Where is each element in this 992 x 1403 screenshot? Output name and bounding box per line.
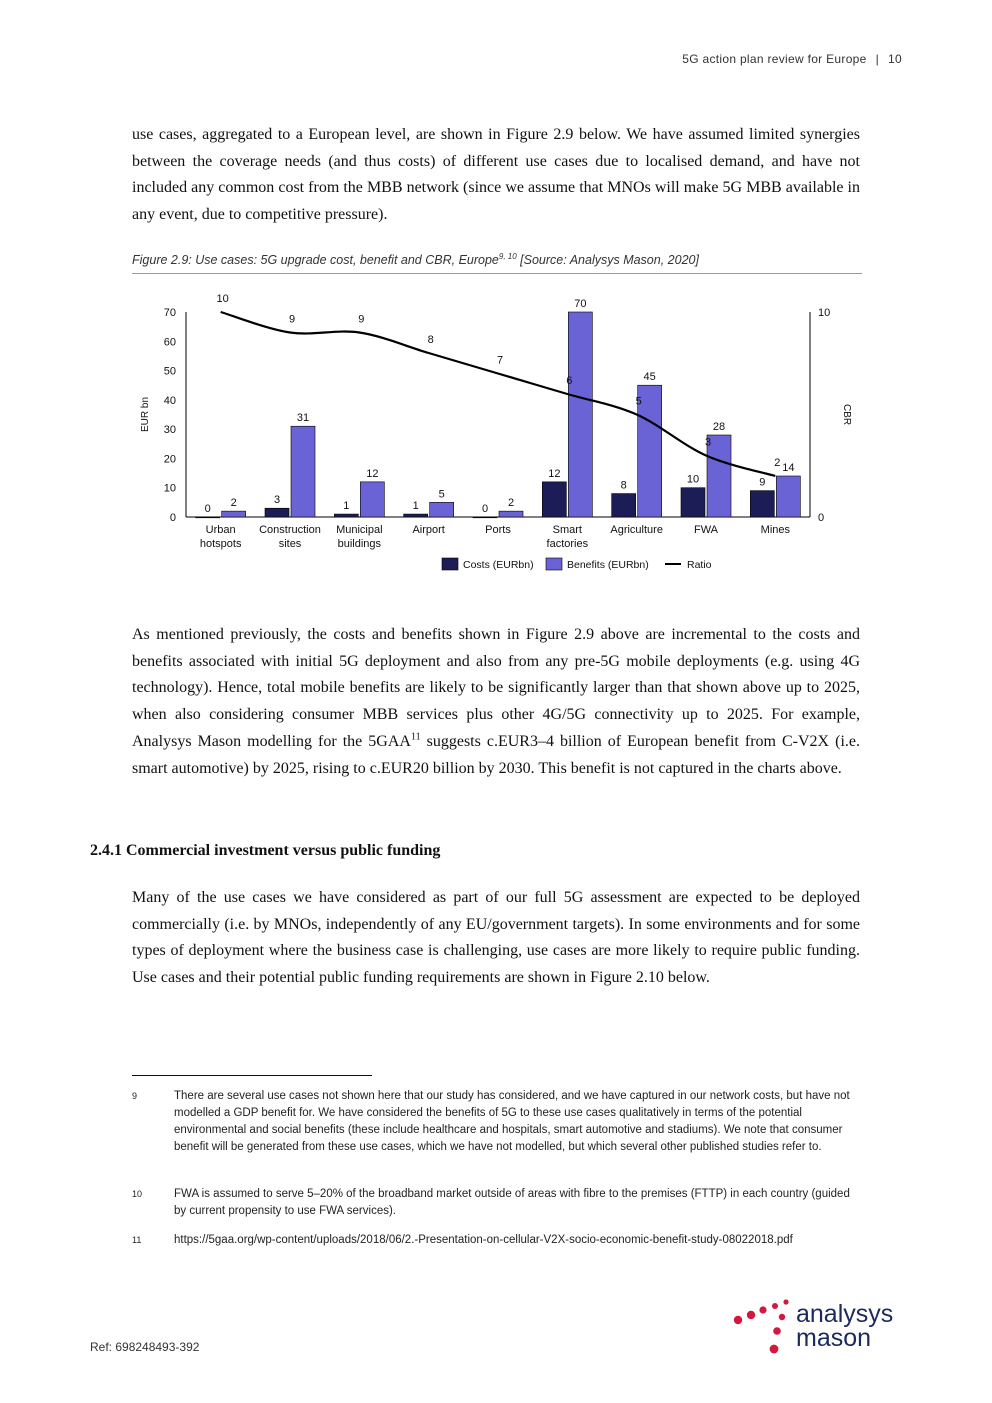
cost-bar: [404, 514, 428, 517]
logo-line-1: analysys: [796, 1300, 894, 1328]
use-case-chart: [132, 290, 862, 590]
y2-tick-label: 0: [818, 512, 825, 524]
x-tick-label: FWA: [693, 524, 719, 536]
paragraph-2-text-cont: suggests c.EUR3–4 billion of European benefit from C-V2X (i.e. smart automotive) by 2025, rising to c.EUR20 billion by 2030. This benefit is not captured in the charts above.: [132, 732, 861, 777]
footnote-divider: [132, 1075, 372, 1076]
benefit-data-label: 45: [643, 371, 656, 384]
legend-benefits-label: Benefits (EURbn): [567, 559, 649, 571]
y-tick-label: 50: [163, 365, 176, 378]
footnote-11: [132, 1232, 862, 1249]
benefit-bar: [222, 511, 246, 517]
x-tick-label: hotspots: [199, 538, 242, 550]
x-tick-label: Smart: [552, 524, 583, 536]
legend-costs-swatch: [442, 558, 458, 570]
y-tick-label: 30: [163, 424, 176, 437]
body-paragraph-3: Many of the use cases we have considered as part of our full 5G assessment are expected to be deployed commercially (i.e. by MNOs, independently of any EU/government targets). In some environments and for some types of deployment where the business case is challenging, use cases are more likely to require public funding. Use cases and their potential public funding requirements are shown in Figure 2.10 below.: [132, 889, 860, 987]
y2-tick-label: 10: [818, 307, 831, 319]
analysys-mason-logo: [730, 1296, 920, 1360]
x-tick-label: Construction: [259, 524, 321, 536]
page-number: 10: [888, 52, 902, 66]
benefit-data-label: 28: [712, 421, 726, 433]
benefit-data-label: 5: [438, 488, 445, 501]
x-tick-label: Airport: [412, 524, 445, 536]
ratio-data-label: 10: [216, 293, 229, 305]
benefit-data-label: 12: [366, 467, 379, 480]
logo-dots-icon: [730, 1296, 794, 1360]
cost-data-label: 10: [686, 473, 700, 486]
footnote-text: FWA is assumed to serve 5–20% of the broadband market outside of areas with fibre to the premises (FTTP) in each country (guided by current propensity to use FWA services).: [174, 1188, 850, 1217]
cost-data-label: 0: [481, 503, 489, 515]
benefit-bar: [360, 482, 384, 517]
x-tick-label: Agriculture: [610, 524, 663, 536]
cost-data-label: 12: [548, 467, 561, 480]
footnote-number: 9: [132, 1091, 138, 1101]
x-tick-label: Mines: [760, 524, 791, 536]
logo-wordmark: [796, 1302, 893, 1350]
figure-caption-source: [Source: Analysys Mason, 2020]: [516, 253, 699, 268]
cost-bar: [542, 482, 566, 517]
y-tick-label: 60: [163, 336, 176, 349]
page-header: [682, 52, 902, 66]
footnote-text: There are several use cases not shown here that our study has considered, and we have captured in our network costs, but have not modelled a GDP benefit for. We have considered the benefits of 5G to these use cases qualitatively in terms of the potential environmental and social benefits (these include healthcare and hospitals, smart automotive and stadiums). We note that consumer benefit will be generated from these use cases, which we have not modelled, but which several other published studies refer to.: [174, 1090, 850, 1153]
cost-bar: [473, 517, 497, 518]
ratio-data-label: 3: [704, 436, 712, 449]
cost-data-label: 1: [412, 500, 419, 513]
paragraph-2-text: As mentioned previously, the costs and benefits shown in Figure 2.9 above are incremental to the costs and benefits associated with initial 5G deployment and also from any pre-5G mobile deployments (e.g. using 4G technology). Hence, total mobile benefits are likely to be significantly larger than that shown above up to 2025, when also considering consumer MBB services plus other 4G/5G connectivity up to 2025. For example, Analysys Mason modelling for the 5GAA: [132, 626, 860, 750]
y-tick-label: 70: [163, 307, 176, 319]
x-tick-label: sites: [278, 538, 302, 550]
footnote-10: [132, 1186, 862, 1220]
benefit-bar: [568, 312, 592, 517]
document-reference: Ref: 698248493-392: [90, 1340, 200, 1354]
cost-bar: [612, 494, 636, 517]
x-tick-label: buildings: [337, 538, 382, 550]
cost-data-label: 3: [273, 494, 281, 507]
ratio-data-label: 6: [566, 375, 573, 387]
footnote-number: 11: [132, 1235, 142, 1245]
ratio-data-label: 2: [774, 457, 781, 469]
ratio-data-label: 7: [496, 354, 504, 367]
ratio-data-label: 9: [288, 313, 296, 326]
cost-bar: [265, 508, 289, 517]
y-tick-label: 0: [169, 512, 176, 524]
figure-caption: [132, 252, 862, 274]
header-separator: |: [875, 52, 880, 66]
figure-caption-text: Figure 2.9: Use cases: 5G upgrade cost, benefit and CBR, Europe: [132, 253, 499, 268]
cost-bar: [681, 488, 705, 517]
cost-data-label: 9: [759, 476, 766, 489]
legend-costs-label: Costs (EURbn): [463, 559, 534, 571]
benefit-data-label: 2: [230, 497, 237, 510]
footnote-number: 10: [132, 1189, 143, 1199]
y-tick-label: 40: [163, 394, 176, 407]
benefit-data-label: 31: [296, 412, 310, 425]
logo-line-2: mason: [796, 1324, 872, 1352]
section-title: 2.4.1 Commercial investment versus public funding: [90, 842, 441, 859]
benefit-bar: [430, 502, 454, 517]
x-tick-label: Urban: [205, 524, 236, 536]
footnote-ref-11: 11: [410, 731, 421, 743]
benefit-bar: [291, 426, 315, 517]
x-tick-label: Ports: [485, 524, 511, 536]
benefit-bar: [499, 511, 523, 517]
y2-axis-label: CBR: [841, 403, 852, 426]
cost-bar: [196, 517, 220, 518]
y-axis-label: EUR bn: [140, 396, 151, 433]
document-title: 5G action plan review for Europe: [682, 52, 867, 66]
chart-svg: [132, 290, 862, 590]
benefit-data-label: 70: [574, 298, 587, 310]
legend-ratio-label: Ratio: [687, 559, 712, 571]
benefit-bar: [776, 476, 800, 517]
body-paragraph-1: use cases, aggregated to a European level, are shown in Figure 2.9 below. We have assumed limited synergies between the coverage needs (and thus costs) of different use cases due to localised demand, and have not included any common cost from the MBB network (since we assume that MNOs will make 5G MBB available in any event, due to competitive pressure).: [132, 126, 860, 224]
footnote-9: [132, 1088, 862, 1156]
cost-data-label: 0: [204, 503, 211, 515]
y-tick-label: 20: [163, 453, 176, 466]
cost-bar: [750, 491, 774, 517]
cost-data-label: 8: [620, 479, 627, 492]
figure-caption-footnote-refs: 9, 10: [498, 252, 517, 261]
benefit-data-label: 2: [507, 497, 515, 510]
cost-data-label: 1: [343, 500, 350, 513]
cost-bar: [334, 514, 358, 517]
ratio-data-label: 8: [427, 334, 434, 346]
ratio-data-label: 9: [358, 313, 365, 326]
x-tick-label: Municipal: [336, 524, 383, 536]
legend-benefits-swatch: [546, 558, 562, 570]
footnote-link[interactable]: https://5gaa.org/wp-content/uploads/2018/06/2.-Presentation-on-cellular-V2X-socio-economic-benefit-study-08022018.pdf: [174, 1234, 793, 1246]
benefit-data-label: 14: [782, 462, 795, 474]
x-tick-label: factories: [546, 538, 589, 550]
y-tick-label: 10: [163, 482, 176, 495]
body-paragraph-2: [132, 622, 860, 782]
ratio-data-label: 5: [635, 395, 642, 408]
